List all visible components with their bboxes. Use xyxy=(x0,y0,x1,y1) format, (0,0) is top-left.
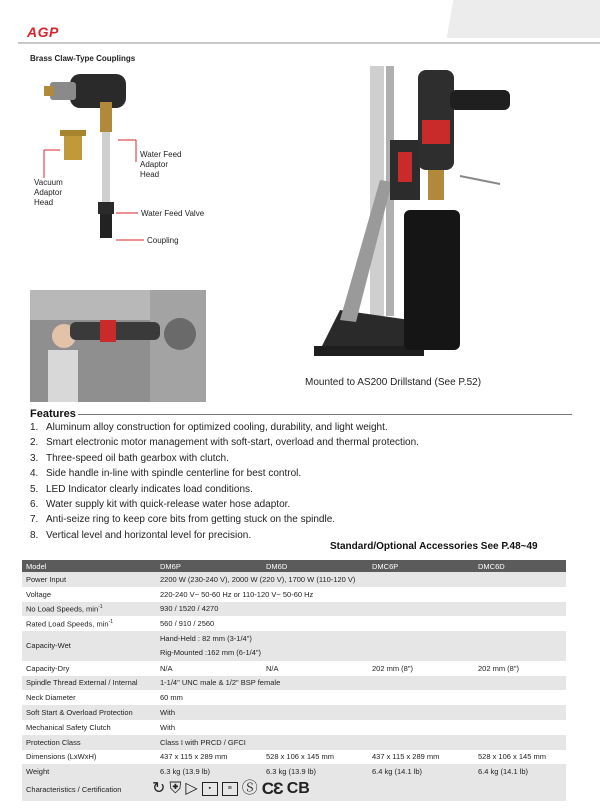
cb-mark-icon: CB xyxy=(286,780,310,797)
certification-icons xyxy=(152,779,310,799)
callout-vacuum-adaptor xyxy=(34,178,63,208)
accessories-note: Standard/Optional Accessories See P.48~49 xyxy=(330,541,538,552)
row-value: N/A xyxy=(160,663,173,673)
callout-line-1: Vacuum xyxy=(34,178,63,187)
table-row xyxy=(22,676,566,691)
row-value: 202 mm (8") xyxy=(478,663,520,673)
row-value: 6.4 kg (14.1 lb) xyxy=(474,764,566,779)
feature-number: 3. xyxy=(30,452,39,464)
row-label: Spindle Thread External / Internal xyxy=(22,676,156,691)
row-value: 528 x 106 x 145 mm xyxy=(478,752,546,762)
row-value: N/A xyxy=(266,663,279,673)
row-value: 6.3 kg (13.9 lb) xyxy=(262,764,368,779)
feature-text: LED Indicator clearly indicates load conditions. xyxy=(46,483,253,495)
row-value: 60 mm xyxy=(160,693,183,703)
row-value: 437 x 115 x 289 mm xyxy=(160,752,228,762)
callout-line-2: Adaptor xyxy=(34,188,63,197)
table-row xyxy=(22,720,566,735)
feature-item xyxy=(30,512,590,527)
core-drill-on-stand xyxy=(300,60,530,370)
table-row xyxy=(22,735,566,750)
feature-item xyxy=(30,451,590,466)
row-label: Protection Class xyxy=(22,735,156,750)
feature-number: 8. xyxy=(30,529,39,541)
label-sup: -1 xyxy=(98,604,103,611)
row-value: 560 / 910 / 2560 xyxy=(160,619,215,629)
table-header-row xyxy=(22,560,566,572)
certification-label: Characteristics / Certification xyxy=(26,785,122,794)
feature-number: 7. xyxy=(30,514,39,526)
feature-number: 1. xyxy=(30,422,39,433)
feature-text: Side handle in-line with spindle centerline for best control. xyxy=(46,468,302,480)
row-value: 1-1/4" UNC male & 1/2" BSP female xyxy=(156,676,566,691)
row-label: Dimensions (LxWxH) xyxy=(26,752,97,762)
feature-text: Vertical level and horizontal level for precision. xyxy=(46,529,252,541)
feature-item xyxy=(30,482,590,497)
row-value: 437 x 115 x 289 mm xyxy=(372,752,440,762)
feature-number: 2. xyxy=(30,437,39,449)
table-row xyxy=(22,690,566,705)
header-cell: Model xyxy=(22,560,156,572)
row-label: Weight xyxy=(22,764,156,779)
features-list xyxy=(30,420,590,543)
row-value: Rig-Mounted :162 mm (6-1/4") xyxy=(156,646,566,661)
header-cell: DM6D xyxy=(262,560,368,572)
row-label xyxy=(22,616,156,631)
feature-item xyxy=(30,420,590,435)
row-value: Class I with PRCD / GFCI xyxy=(156,735,566,750)
row-value: With xyxy=(160,722,175,732)
shield-icon: ⛨ xyxy=(169,780,182,797)
feature-text: Aluminum alloy construction for optimized cooling, durability, and light weight. xyxy=(46,422,388,433)
header-cell: DMC6D xyxy=(474,560,566,572)
features-rule xyxy=(78,414,572,415)
led-indicator-icon: ▪ xyxy=(202,782,218,796)
table-row xyxy=(22,661,566,676)
label-text: No Load Speeds, min xyxy=(26,604,99,614)
feature-number: 5. xyxy=(30,483,39,495)
soft-start-icon: ↻ xyxy=(152,780,166,797)
callout-line-2: Adaptor xyxy=(140,160,169,169)
label-text: Rated Load Speeds, min xyxy=(26,619,109,629)
worker-photo xyxy=(30,290,206,402)
table-row xyxy=(22,705,566,720)
row-value: 6.4 kg (14.1 lb) xyxy=(368,764,474,779)
table-row xyxy=(22,602,566,617)
row-label: Soft Start & Overload Protection xyxy=(22,705,156,720)
callout-line-3: Head xyxy=(140,170,160,179)
clutch-icon: ▷ xyxy=(185,780,198,797)
callout-line-3: Head xyxy=(34,198,54,207)
callout-coupling: Coupling xyxy=(147,236,179,245)
feature-text: Three-speed oil bath gearbox with clutch. xyxy=(46,452,229,464)
row-value: 528 x 106 x 145 mm xyxy=(266,752,334,762)
row-label: Voltage xyxy=(26,589,52,599)
brand-logo: AGP xyxy=(27,24,59,40)
row-label: Neck Diameter xyxy=(26,693,76,703)
features-title: Features xyxy=(30,408,76,420)
callout-line-1: Water Feed xyxy=(140,150,182,159)
certification-row xyxy=(22,777,566,801)
row-label: Capacity-Wet xyxy=(22,631,156,661)
feature-number: 6. xyxy=(30,499,39,511)
row-value: 2200 W (230-240 V), 2000 W (220 V), 1700 W (110-120 V) xyxy=(156,572,566,587)
feature-item xyxy=(30,435,590,450)
feature-number: 4. xyxy=(30,468,39,480)
row-value: With xyxy=(156,705,566,720)
feature-text: Water supply kit with quick-release water hose adaptor. xyxy=(46,499,291,511)
label-sup: -1 xyxy=(108,619,114,626)
table-row xyxy=(22,631,566,646)
row-label: Power Input xyxy=(22,572,156,587)
coupling-subheading: Brass Claw-Type Couplings xyxy=(30,54,136,63)
row-label: Capacity-Dry xyxy=(26,663,70,673)
table-row xyxy=(22,750,566,765)
row-value: 6.3 kg (13.9 lb) xyxy=(156,764,262,779)
drillstand-caption: Mounted to AS200 Drillstand (See P.52) xyxy=(305,377,482,388)
row-label xyxy=(22,602,156,617)
feature-text: Smart electronic motor management with soft-start, overload and thermal protection. xyxy=(46,437,419,449)
feature-item xyxy=(30,497,590,512)
row-value: 930 / 1520 / 4270 xyxy=(156,602,566,617)
table-row xyxy=(22,616,566,631)
row-value: Hand-Held : 82 mm (3-1/4") xyxy=(156,631,566,646)
callout-water-feed-adaptor xyxy=(140,150,182,180)
row-value: 202 mm (8") xyxy=(372,663,414,673)
callout-water-feed-valve: Water Feed Valve xyxy=(141,209,205,218)
header-cell: DMC6P xyxy=(368,560,474,572)
table-row xyxy=(22,572,566,587)
table-row xyxy=(22,587,566,602)
header-cell: DM6P xyxy=(156,560,262,572)
feature-text: Anti-seize ring to keep core bits from getting stuck on the spindle. xyxy=(46,514,336,526)
feature-item xyxy=(30,466,590,481)
spec-table xyxy=(22,560,566,779)
ce-mark-icon: CƐ xyxy=(261,779,283,798)
row-value: 220-240 V~ 50-60 Hz or 110-120 V~ 50-60 Hz xyxy=(160,589,314,599)
csa-mark-icon: Ⓢ xyxy=(241,780,258,797)
gearbox-icon: ≡ xyxy=(222,782,238,796)
row-label: Mechanical Safety Clutch xyxy=(26,722,111,732)
